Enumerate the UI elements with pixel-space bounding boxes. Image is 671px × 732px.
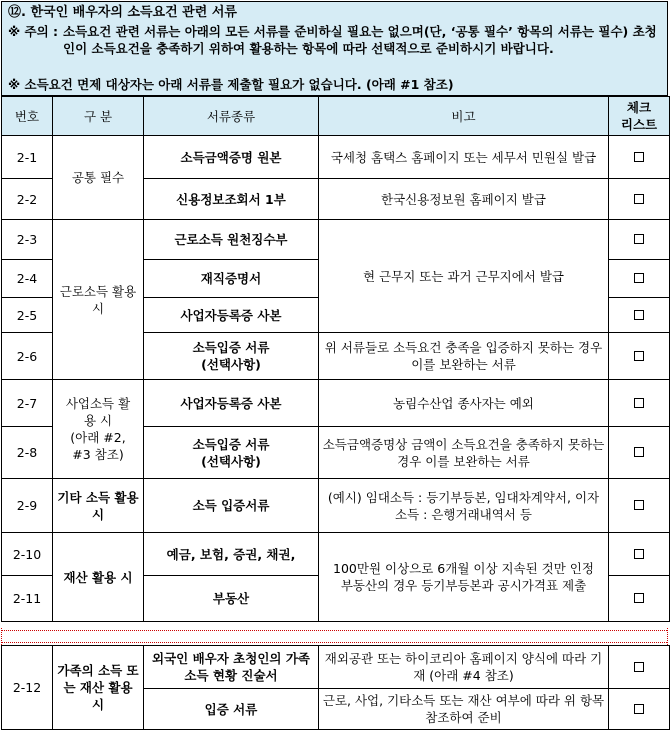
checkbox-cell[interactable] [609, 689, 670, 730]
checkbox[interactable] [634, 194, 644, 204]
table-row [2, 646, 670, 689]
row-no: 2-12 [2, 646, 53, 730]
checkbox-cell[interactable] [609, 260, 670, 298]
row-no: 2-1 [2, 136, 53, 179]
row-no: 2-7 [2, 380, 53, 427]
col-header-remark: 비고 [319, 97, 609, 136]
row-no: 2-5 [2, 298, 53, 333]
checkbox-cell[interactable] [609, 479, 670, 533]
category-family: 가족의 소득 또는 재산 활용 시 [53, 646, 144, 730]
row-no: 2-4 [2, 260, 53, 298]
family-checklist-table [1, 645, 670, 730]
table-row [2, 380, 670, 427]
checkbox[interactable] [634, 310, 644, 320]
checkbox[interactable] [634, 593, 644, 603]
remark: 재외공관 또는 하이코리아 홈페이지 양식에 따라 기재 (아래 #4 참조) [319, 646, 609, 689]
category-wage: 근로소득 활용 시 [53, 220, 144, 380]
table-row [2, 479, 670, 533]
table-row [2, 220, 670, 260]
row-no: 2-6 [2, 333, 53, 380]
checkbox-cell[interactable] [609, 136, 670, 179]
doc-name: 예금, 보험, 증권, 채권, [144, 533, 319, 576]
checkbox[interactable] [634, 662, 644, 672]
doc-name: 재직증명서 [144, 260, 319, 298]
remark: 농림수산업 종사자는 예외 [319, 380, 609, 427]
checkbox-cell[interactable] [609, 220, 670, 260]
row-no: 2-11 [2, 576, 53, 622]
checkbox[interactable] [634, 152, 644, 162]
table-row [2, 136, 670, 179]
doc-name: 사업자등록증 사본 [144, 298, 319, 333]
caution-text: 소득요건 관련 서류는 아래의 모든 서류를 준비하실 필요는 없으며(단, ‘공통 필수’ 항목의 서류는 필수) 초청인이 소득요건을 충족하기 위하여 활용하는 항목에 따라 선택적으로 준비하시기 바랍니다. [63, 24, 657, 56]
checkbox-cell[interactable] [609, 427, 670, 479]
checkbox[interactable] [634, 273, 644, 283]
doc-name: 근로소득 원천징수부 [144, 220, 319, 260]
row-no: 2-3 [2, 220, 53, 260]
section-title: ⑫. 한국인 배우자의 소득요건 관련 서류 [8, 5, 237, 20]
notice-header [1, 1, 668, 96]
row-no: 2-10 [2, 533, 53, 576]
checkbox-cell[interactable] [609, 333, 670, 380]
checkbox-cell[interactable] [609, 179, 670, 220]
doc-name: 소득입증 서류 (선택사항) [144, 427, 319, 479]
document-checklist-table [1, 96, 670, 622]
doc-name: 입증 서류 [144, 689, 319, 730]
checkbox[interactable] [634, 398, 644, 408]
remark-asset: 100만원 이상으로 6개월 이상 지속된 것만 인정 부동산의 경우 등기부등본과 공시가격표 제출 [319, 533, 609, 622]
table-header-row [2, 97, 670, 136]
remark: 국세청 홈택스 홈페이지 또는 세무서 민원실 발급 [319, 136, 609, 179]
col-header-no: 번호 [2, 97, 53, 136]
doc-name: 소득입증 서류 (선택사항) [144, 333, 319, 380]
remark: 위 서류들로 소득요건 충족을 입증하지 못하는 경우 이를 보완하는 서류 [319, 333, 609, 380]
remark: (예시) 임대소득 : 등기부등본, 임대차계약서, 이자소득 : 은행거래내역서 등 [319, 479, 609, 533]
checkbox[interactable] [634, 549, 644, 559]
page-break-separator [1, 628, 668, 645]
checkbox[interactable] [634, 704, 644, 714]
remark: 한국신용정보원 홈페이지 발급 [319, 179, 609, 220]
checkbox-cell[interactable] [609, 646, 670, 689]
checkbox[interactable] [634, 351, 644, 361]
row-no: 2-2 [2, 179, 53, 220]
col-header-doc: 서류종류 [144, 97, 319, 136]
exemption-note: ※ 소득요건 면제 대상자는 아래 서류를 제출할 필요가 없습니다. (아래 #1 참조) [8, 77, 454, 92]
remark: 소득금액증명상 금액이 소득요건을 충족하지 못하는 경우 이를 보완하는 서류 [319, 427, 609, 479]
category-other: 기타 소득 활용 시 [53, 479, 144, 533]
remark: 근로, 사업, 기타소득 또는 재산 여부에 따라 위 항목 참조하여 준비 [319, 689, 609, 730]
category-business: 사업소득 활 용 시 (아래 #2, #3 참조) [53, 380, 144, 479]
doc-name: 부동산 [144, 576, 319, 622]
row-no: 2-8 [2, 427, 53, 479]
doc-name: 사업자등록증 사본 [144, 380, 319, 427]
checkbox[interactable] [634, 500, 644, 510]
checkbox-cell[interactable] [609, 380, 670, 427]
remark-wage-shared: 현 근무지 또는 과거 근무지에서 발급 [319, 220, 609, 333]
doc-name: 소득 입증서류 [144, 479, 319, 533]
table-row [2, 533, 670, 576]
checkbox-cell[interactable] [609, 533, 670, 576]
doc-name: 소득금액증명 원본 [144, 136, 319, 179]
caution-note [8, 23, 664, 57]
category-asset: 재산 활용 시 [53, 533, 144, 622]
doc-name: 외국인 배우자 초청인의 가족소득 현황 진술서 [144, 646, 319, 689]
caution-label: ※ 주의 : [8, 24, 59, 39]
checkbox[interactable] [634, 234, 644, 244]
row-no: 2-9 [2, 479, 53, 533]
checkbox-cell[interactable] [609, 298, 670, 333]
category-common: 공통 필수 [53, 136, 144, 220]
col-header-checklist: 체크 리스트 [609, 97, 670, 136]
col-header-category: 구 분 [53, 97, 144, 136]
checkbox-cell[interactable] [609, 576, 670, 622]
checkbox[interactable] [634, 447, 644, 457]
doc-name: 신용정보조회서 1부 [144, 179, 319, 220]
